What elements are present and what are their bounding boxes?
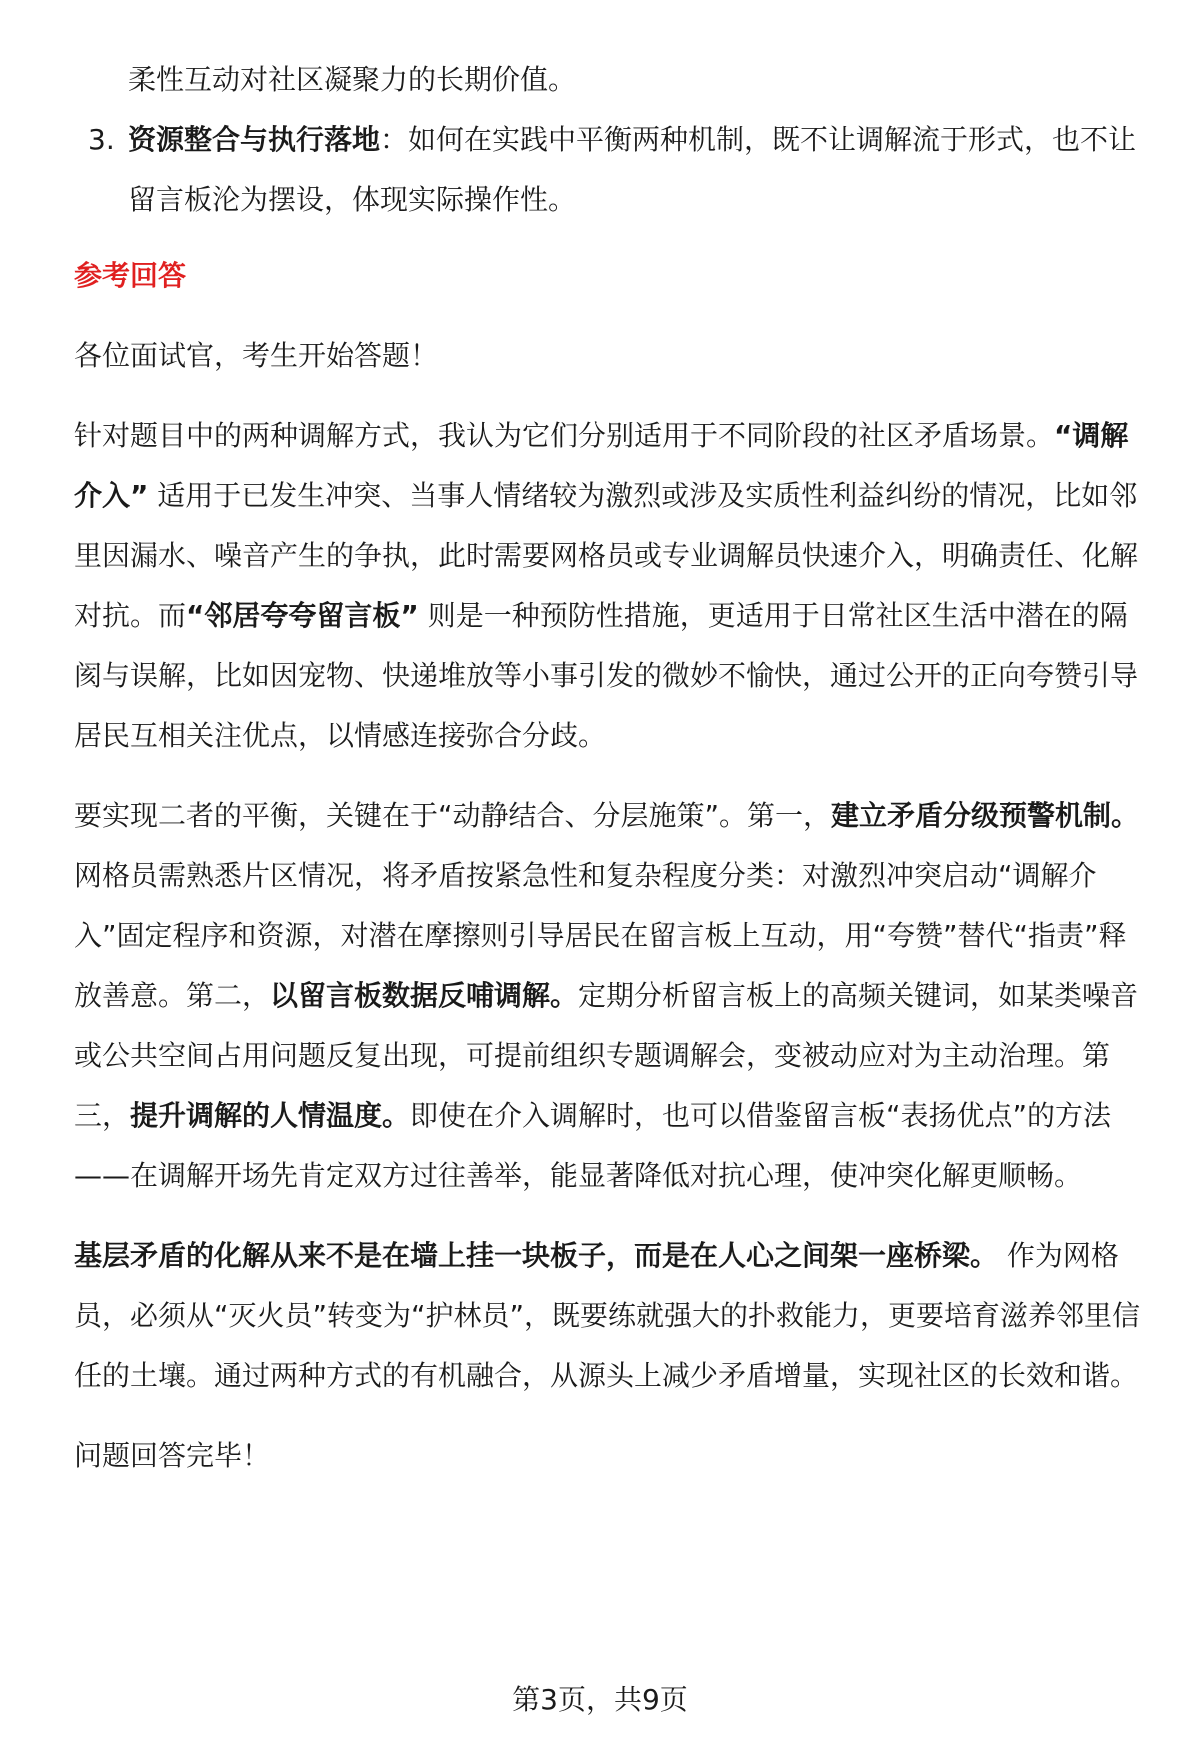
list-item-text: ：如何在实践中平衡两种机制，既不让调解流于形式，也不让留言板沦为摆设，体现实际操作性。 [128, 123, 1137, 216]
document-body [74, 50, 1154, 1486]
paragraph-text: 网格员需熟悉片区情况，将矛盾按紧急性和复杂程度分类：对激烈冲突启动“调解介入”固定程序和资源，对潜在摩擦则引导居民在留言板上互动，用“夸赞”替代“指责”释放善意。第二， [74, 859, 1127, 1012]
paragraph-text: 则是一种预防性措施，更适用于日常社区生活中潜在的隔阂与误解，比如因宠物、快递堆放等小事引发的微妙不愉快，通过公开的正向夸赞引导居民互相关注优点，以情感连接弥合分歧。 [74, 599, 1139, 752]
paragraph-bold: “调解介入” [74, 419, 1129, 512]
paragraph-2 [74, 786, 1154, 1206]
greeting: 各位面试官，考生开始答题！ [74, 339, 439, 372]
paragraph-3 [74, 1226, 1154, 1406]
list-item-title: 资源整合与执行落地 [128, 123, 381, 156]
paragraph-bold: 提升调解的人情温度。 [130, 1099, 411, 1132]
section-title: 参考回答 [74, 259, 187, 292]
paragraph-bold: 以留言板数据反哺调解。 [270, 979, 579, 1012]
paragraph-1 [74, 406, 1154, 766]
list-item-number: 3. [88, 123, 115, 156]
list-item-3 [74, 110, 1154, 230]
list-item-2-text: 柔性互动对社区凝聚力的长期价值。 [128, 63, 577, 96]
paragraph-text: 作为网格员，必须从“灭火员”转变为“护林员”，既要练就强大的扑救能力，更要培育滋养邻里信任的土壤。通过两种方式的有机融合，从源头上减少矛盾增量，实现社区的长效和谐。 [74, 1239, 1141, 1392]
paragraph-bold: 基层矛盾的化解从来不是在墙上挂一块板子，而是在人心之间架一座桥梁。 [74, 1239, 999, 1272]
page-footer: 第3页，共9页 [512, 1683, 688, 1716]
paragraph-text: 即使在介入调解时，也可以借鉴留言板“表扬优点”的方法——在调解开场先肯定双方过往善举，能显著降低对抗心理，使冲突化解更顺畅。 [74, 1099, 1112, 1192]
list-item-2-continuation [74, 50, 1154, 110]
paragraph-bold: “邻居夸夸留言板” [186, 599, 419, 632]
paragraph-text: 要实现二者的平衡，关键在于“动静结合、分层施策”。第一， [74, 799, 832, 832]
paragraph-text: 针对题目中的两种调解方式，我认为它们分别适用于不同阶段的社区矛盾场景。 [74, 419, 1055, 452]
paragraph-text: 定期分析留言板上的高频关键词，如某类噪音或公共空间占用问题反复出现，可提前组织专题调解会，变被动应对为主动治理。第三， [74, 979, 1139, 1132]
paragraph-bold: 建立矛盾分级预警机制。 [831, 799, 1140, 832]
closing-line: 问题回答完毕！ [74, 1439, 271, 1472]
paragraph-text: 适用于已发生冲突、当事人情绪较为激烈或涉及实质性利益纠纷的情况，比如邻里因漏水、噪音产生的争执，此时需要网格员或专业调解员快速介入，明确责任、化解对抗。而 [74, 479, 1139, 632]
